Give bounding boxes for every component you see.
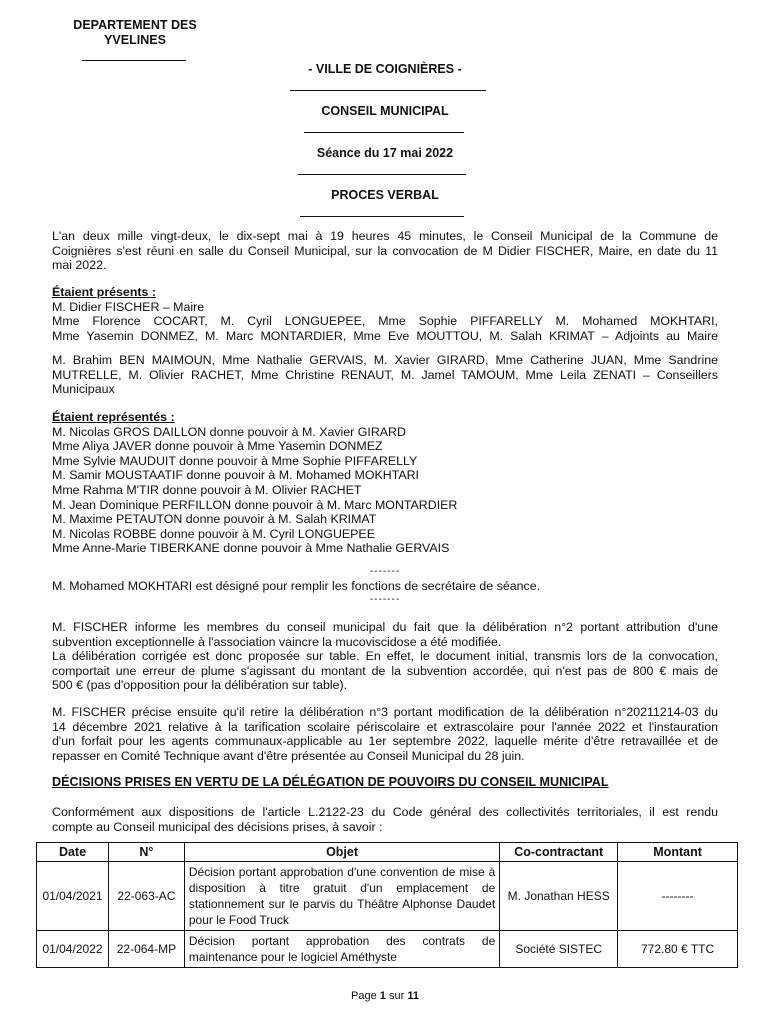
separator-top: ------- — [369, 566, 401, 577]
city-title: - VILLE DE COIGNIÈRES - — [308, 62, 462, 76]
intro-line: mai 2022. — [52, 258, 107, 273]
intro-line: Coignières s'est réuni en salle du Conseil Municipal, sur la convocation de M Didier FISCHER, Maire, en date du 11 — [52, 243, 718, 258]
paragraph-line: M. FISCHER informe les membres du conseil municipal du fait que la délibération n°2 portant attribution d'une — [52, 620, 718, 634]
represented-line: M. Nicolas GROS DAILLON donne pouvoir à M. Xavier GIRARD — [52, 424, 406, 439]
doctype-rule — [300, 216, 464, 217]
table-row — [37, 931, 738, 968]
represented-line: Mme Aliya JAVER donne pouvoir à Mme Yasemin DONMEZ — [52, 439, 383, 454]
presents-line: Mme Florence COCART, M. Cyril LONGUEPEE, Mme Sophie PIFFARELLY M. Mohamed MOKHTARI, — [52, 314, 718, 329]
represented-line: M. Maxime PETAUTON donne pouvoir à M. Salah KRIMAT — [52, 512, 377, 527]
councillors-section — [52, 353, 718, 397]
table-header-row — [37, 843, 738, 862]
session-title: Séance du 17 mai 2022 — [316, 146, 454, 160]
represented-line: Mme Sylvie MAUDUIT donne pouvoir à Mme Sophie PIFFARELLY — [52, 453, 418, 468]
column-header-cocontractant: Co-contractant — [500, 843, 618, 862]
cell-amount: -------- — [618, 862, 738, 931]
column-header-amount: Montant — [618, 843, 738, 862]
page-footer — [0, 990, 770, 1002]
paragraph-line: repasser en Comité Technique avant d'être présentée au Conseil Municipal du 28 juin. — [52, 748, 525, 763]
cell-cocontractant: M. Jonathan HESS — [500, 862, 618, 931]
document-type: PROCES VERBAL — [331, 188, 439, 202]
represented-line: M. Samir MOUSTAATIF donne pouvoir à M. Mohamed MOKHTARI — [52, 468, 419, 483]
paragraph-deliberation-2 — [52, 620, 718, 693]
session-rule — [298, 174, 466, 175]
represented-section — [52, 410, 718, 556]
decisions-intro — [52, 805, 718, 834]
presents-section — [52, 285, 718, 343]
cell-date: 01/04/2021 — [37, 862, 109, 931]
councillors-line: M. Brahim BEN MAIMOUN, Mme Nathalie GERVAIS, M. Xavier GIRARD, Mme Catherine JUAN, Mme Sandrine — [52, 353, 718, 367]
cell-object: Décision portant approbation des contrats de maintenance pour le logiciel Améthyste — [184, 931, 499, 968]
paragraph-line: subvention exceptionnelle à l'association vaincre la mucoviscidose a été modifiée. — [52, 634, 502, 649]
council-title: CONSEIL MUNICIPAL — [321, 104, 449, 118]
department-header — [56, 18, 214, 48]
represented-title: Étaient représentés : — [52, 410, 175, 424]
paragraph-line: comportait une erreur de plume s'agissant du montant de la subvention accordée, qui n'est pas de 800 € mais de — [52, 663, 718, 678]
decisions-intro-line: compte au Conseil municipal des décisions prises, à savoir : — [52, 819, 383, 834]
footer-current-page: 1 — [379, 990, 386, 1002]
presents-line: M. Didier FISCHER – Maire — [52, 299, 205, 314]
cell-number: 22-063-AC — [108, 862, 184, 931]
intro-line: L'an deux mille vingt-deux, le dix-sept mai à 19 heures 45 minutes, le Conseil Municipal de la Commune de — [52, 229, 718, 243]
council-rule — [304, 132, 464, 133]
footer-middle: sur — [385, 990, 408, 1002]
cell-amount: 772.80 € TTC — [618, 931, 738, 968]
separator-bottom: ------- — [369, 594, 401, 605]
cell-object: Décision portant approbation d'une convention de mise à disposition à titre gratuit d'un emplacement de stationnement sur le parvis du Théâtre Alphonse Daudet pour le Food Truck — [184, 862, 499, 931]
column-header-object: Objet — [184, 843, 499, 862]
intro-paragraph — [52, 229, 718, 273]
represented-line: M. Jean Dominique PERFILLON donne pouvoir à M. Marc MONTARDIER — [52, 497, 458, 512]
represented-line: Mme Anne-Marie TIBERKANE donne pouvoir à Mme Nathalie GERVAIS — [52, 541, 450, 556]
presents-line: Mme Yasemin DONMEZ, M. Marc MONTARDIER, Mme Eve MOUTTOU, M. Salah KRIMAT – Adjoints au Maire — [52, 328, 718, 343]
presents-title: Étaient présents : — [52, 285, 156, 299]
decisions-intro-line: Conformément aux dispositions de l'article L.2122-23 du Code général des collectivités territoriales, il est rendu — [52, 805, 718, 819]
cell-cocontractant: Société SISTEC — [500, 931, 618, 968]
department-rule — [82, 60, 186, 61]
cell-date: 01/04/2022 — [37, 931, 109, 968]
footer-prefix: Page — [351, 990, 380, 1002]
decisions-table — [36, 842, 738, 968]
secretary-line: M. Mohamed MOKHTARI est désigné pour remplir les fonctions de secrétaire de séance. — [52, 579, 541, 593]
paragraph-line: d'un forfait pour les agents communaux-applicable au 1er septembre 2022, laquelle mérite d'être retravaillée et de — [52, 734, 718, 749]
represented-line: M. Nicolas ROBBE donne pouvoir à M. Cyril LONGUEPEE — [52, 526, 375, 541]
table-row — [37, 862, 738, 931]
councillors-line: MUTRELLE, M. Olivier RACHET, Mme Christine RENAUT, M. Jamel TAMOUM, Mme Leila ZENATI – Conseillers — [52, 367, 718, 382]
paragraph-line: 14 décembre 2021 relative à la tarification scolaire périscolaire et extrascolaire pour l'année 2022 et l'instauration — [52, 719, 718, 734]
paragraph-line: M. FISCHER précise ensuite qu'il retire la délibération n°3 portant modification de la délibération n°20211214-03 du — [52, 705, 718, 719]
city-rule — [290, 90, 486, 91]
department-line-2: YVELINES — [104, 33, 166, 47]
represented-line: Mme Rahma M'TIR donne pouvoir à M. Olivier RACHET — [52, 482, 362, 497]
department-line-1: DEPARTEMENT DES — [73, 18, 197, 32]
cell-number: 22-064-MP — [108, 931, 184, 968]
paragraph-deliberation-3 — [52, 705, 718, 763]
decisions-title: DÉCISIONS PRISES EN VERTU DE LA DÉLÉGATION DE POUVOIRS DU CONSEIL MUNICIPAL — [52, 775, 609, 789]
paragraph-line: La délibération corrigée est donc proposée sur table. En effet, le document initial, transmis lors de la convocation, — [52, 649, 718, 664]
column-header-date: Date — [37, 843, 109, 862]
column-header-number: N° — [108, 843, 184, 862]
footer-total-pages: 11 — [407, 990, 419, 1002]
councillors-line: Municipaux — [52, 382, 115, 397]
paragraph-line: 500 € (pas d'opposition pour la délibération sur table). — [52, 678, 348, 693]
